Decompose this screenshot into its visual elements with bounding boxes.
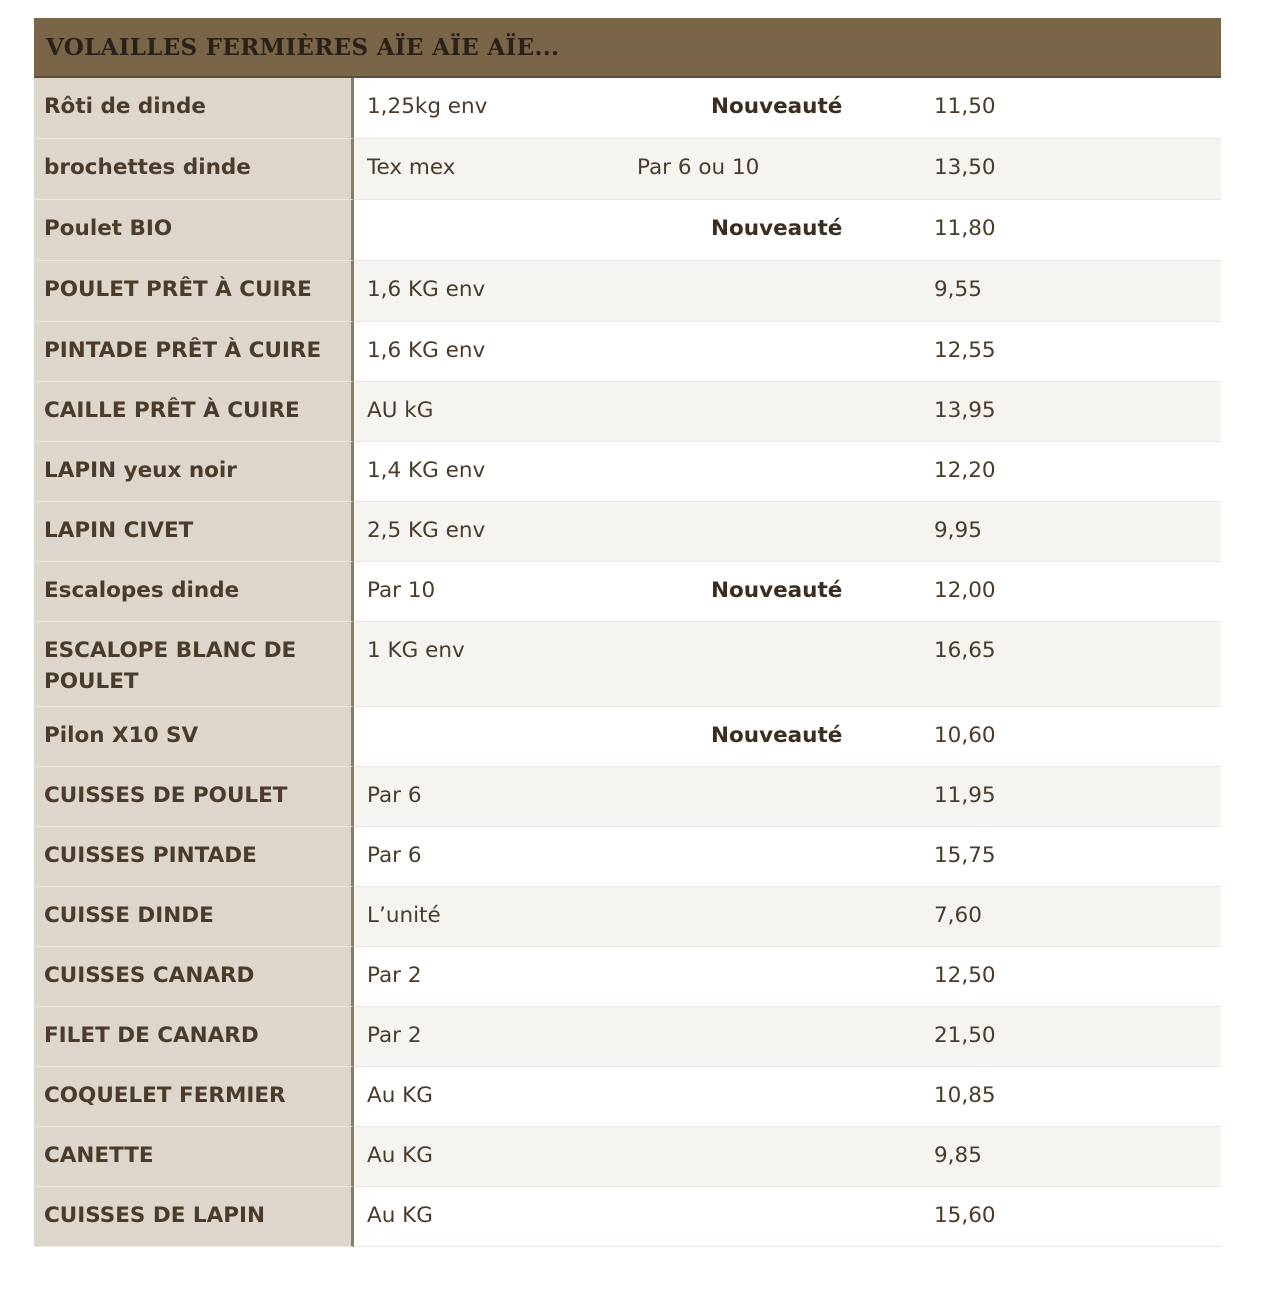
product-price: 7,60 bbox=[934, 903, 982, 928]
table-row bbox=[34, 767, 1221, 827]
product-description: Au KG bbox=[367, 1083, 433, 1108]
table-row bbox=[34, 887, 1221, 947]
table-row bbox=[34, 1127, 1221, 1187]
product-price: 13,95 bbox=[934, 398, 996, 423]
product-description: AU kG bbox=[367, 398, 434, 423]
table-row bbox=[34, 502, 1221, 562]
product-description: 1,6 KG env bbox=[367, 338, 486, 363]
row-details bbox=[354, 622, 1221, 707]
row-details bbox=[354, 442, 1221, 502]
row-details bbox=[354, 1127, 1221, 1187]
product-name: CAILLE PRÊT À CUIRE bbox=[34, 382, 354, 442]
table-header bbox=[34, 18, 1221, 78]
product-name: LAPIN yeux noir bbox=[34, 442, 354, 502]
product-description: 1,4 KG env bbox=[367, 458, 486, 483]
product-price: 13,50 bbox=[934, 155, 996, 180]
row-details bbox=[354, 322, 1221, 382]
product-description: Au KG bbox=[367, 1143, 433, 1168]
product-name: CUISSES DE LAPIN bbox=[34, 1187, 354, 1247]
table-row bbox=[34, 1007, 1221, 1067]
product-name: CANETTE bbox=[34, 1127, 354, 1187]
table-row bbox=[34, 322, 1221, 382]
product-description: Par 2 bbox=[367, 963, 422, 988]
row-details bbox=[354, 562, 1221, 622]
product-description: Au KG bbox=[367, 1203, 433, 1228]
table-row bbox=[34, 1067, 1221, 1127]
product-name: Pilon X10 SV bbox=[34, 707, 354, 767]
product-name: FILET DE CANARD bbox=[34, 1007, 354, 1067]
product-description: 1,25kg env bbox=[367, 94, 488, 119]
product-name: CUISSES PINTADE bbox=[34, 827, 354, 887]
table-row bbox=[34, 707, 1221, 767]
new-badge: Nouveauté bbox=[711, 578, 843, 603]
row-details bbox=[354, 200, 1221, 261]
row-details bbox=[354, 502, 1221, 562]
row-details bbox=[354, 1067, 1221, 1127]
product-description: Par 6 bbox=[367, 783, 422, 808]
product-name: PINTADE PRÊT À CUIRE bbox=[34, 322, 354, 382]
table-row bbox=[34, 947, 1221, 1007]
table-row bbox=[34, 261, 1221, 322]
new-badge: Nouveauté bbox=[711, 216, 843, 241]
product-price: 15,60 bbox=[934, 1203, 996, 1228]
product-price: 12,55 bbox=[934, 338, 996, 363]
product-name: COQUELET FERMIER bbox=[34, 1067, 354, 1127]
row-details bbox=[354, 382, 1221, 442]
product-name: CUISSES DE POULET bbox=[34, 767, 354, 827]
product-price: 10,60 bbox=[934, 723, 996, 748]
product-name: POULET PRÊT À CUIRE bbox=[34, 261, 354, 322]
row-details bbox=[354, 1007, 1221, 1067]
row-details bbox=[354, 139, 1221, 200]
product-price: 12,20 bbox=[934, 458, 996, 483]
product-price: 10,85 bbox=[934, 1083, 996, 1108]
product-price: 11,95 bbox=[934, 783, 996, 808]
product-price: 11,50 bbox=[934, 94, 996, 119]
row-details bbox=[354, 767, 1221, 827]
product-price: 11,80 bbox=[934, 216, 996, 241]
product-name: Escalopes dinde bbox=[34, 562, 354, 622]
product-price: 9,85 bbox=[934, 1143, 982, 1168]
row-details bbox=[354, 827, 1221, 887]
table-row bbox=[34, 442, 1221, 502]
table-row bbox=[34, 139, 1221, 200]
product-price: 9,95 bbox=[934, 518, 982, 543]
product-description: 1,6 KG env bbox=[367, 277, 486, 302]
table-row bbox=[34, 622, 1221, 707]
product-description: 2,5 KG env bbox=[367, 518, 486, 543]
product-price: 9,55 bbox=[934, 277, 982, 302]
row-details bbox=[354, 947, 1221, 1007]
product-description: L’unité bbox=[367, 903, 441, 928]
price-table bbox=[34, 18, 1221, 1247]
row-details bbox=[354, 887, 1221, 947]
product-price: 12,50 bbox=[934, 963, 996, 988]
table-row bbox=[34, 827, 1221, 887]
product-description: Par 10 bbox=[367, 578, 436, 603]
product-name: Poulet BIO bbox=[34, 200, 354, 261]
product-name: CUISSES CANARD bbox=[34, 947, 354, 1007]
table-title: VOLAILLES FERMIÈRES AÏE AÏE AÏE... bbox=[46, 33, 560, 61]
product-name: LAPIN CIVET bbox=[34, 502, 354, 562]
product-description: Par 6 bbox=[367, 843, 422, 868]
table-row bbox=[34, 562, 1221, 622]
product-price: 21,50 bbox=[934, 1023, 996, 1048]
product-name: brochettes dinde bbox=[34, 139, 354, 200]
product-name: CUISSE DINDE bbox=[34, 887, 354, 947]
table-row bbox=[34, 1187, 1221, 1247]
table-row bbox=[34, 382, 1221, 442]
row-details bbox=[354, 707, 1221, 767]
product-price: 15,75 bbox=[934, 843, 996, 868]
product-name: ESCALOPE BLANC DE POULET bbox=[34, 622, 354, 707]
new-badge: Nouveauté bbox=[711, 94, 843, 119]
row-details bbox=[354, 261, 1221, 322]
product-note: Par 6 ou 10 bbox=[637, 155, 760, 180]
product-name: Rôti de dinde bbox=[34, 78, 354, 139]
row-details bbox=[354, 1187, 1221, 1247]
product-price: 12,00 bbox=[934, 578, 996, 603]
product-description: Par 2 bbox=[367, 1023, 422, 1048]
product-description: 1 KG env bbox=[367, 638, 465, 663]
table-row bbox=[34, 200, 1221, 261]
row-details bbox=[354, 78, 1221, 139]
table-row bbox=[34, 78, 1221, 139]
product-description: Tex mex bbox=[367, 155, 456, 180]
product-price: 16,65 bbox=[934, 638, 996, 663]
new-badge: Nouveauté bbox=[711, 723, 843, 748]
